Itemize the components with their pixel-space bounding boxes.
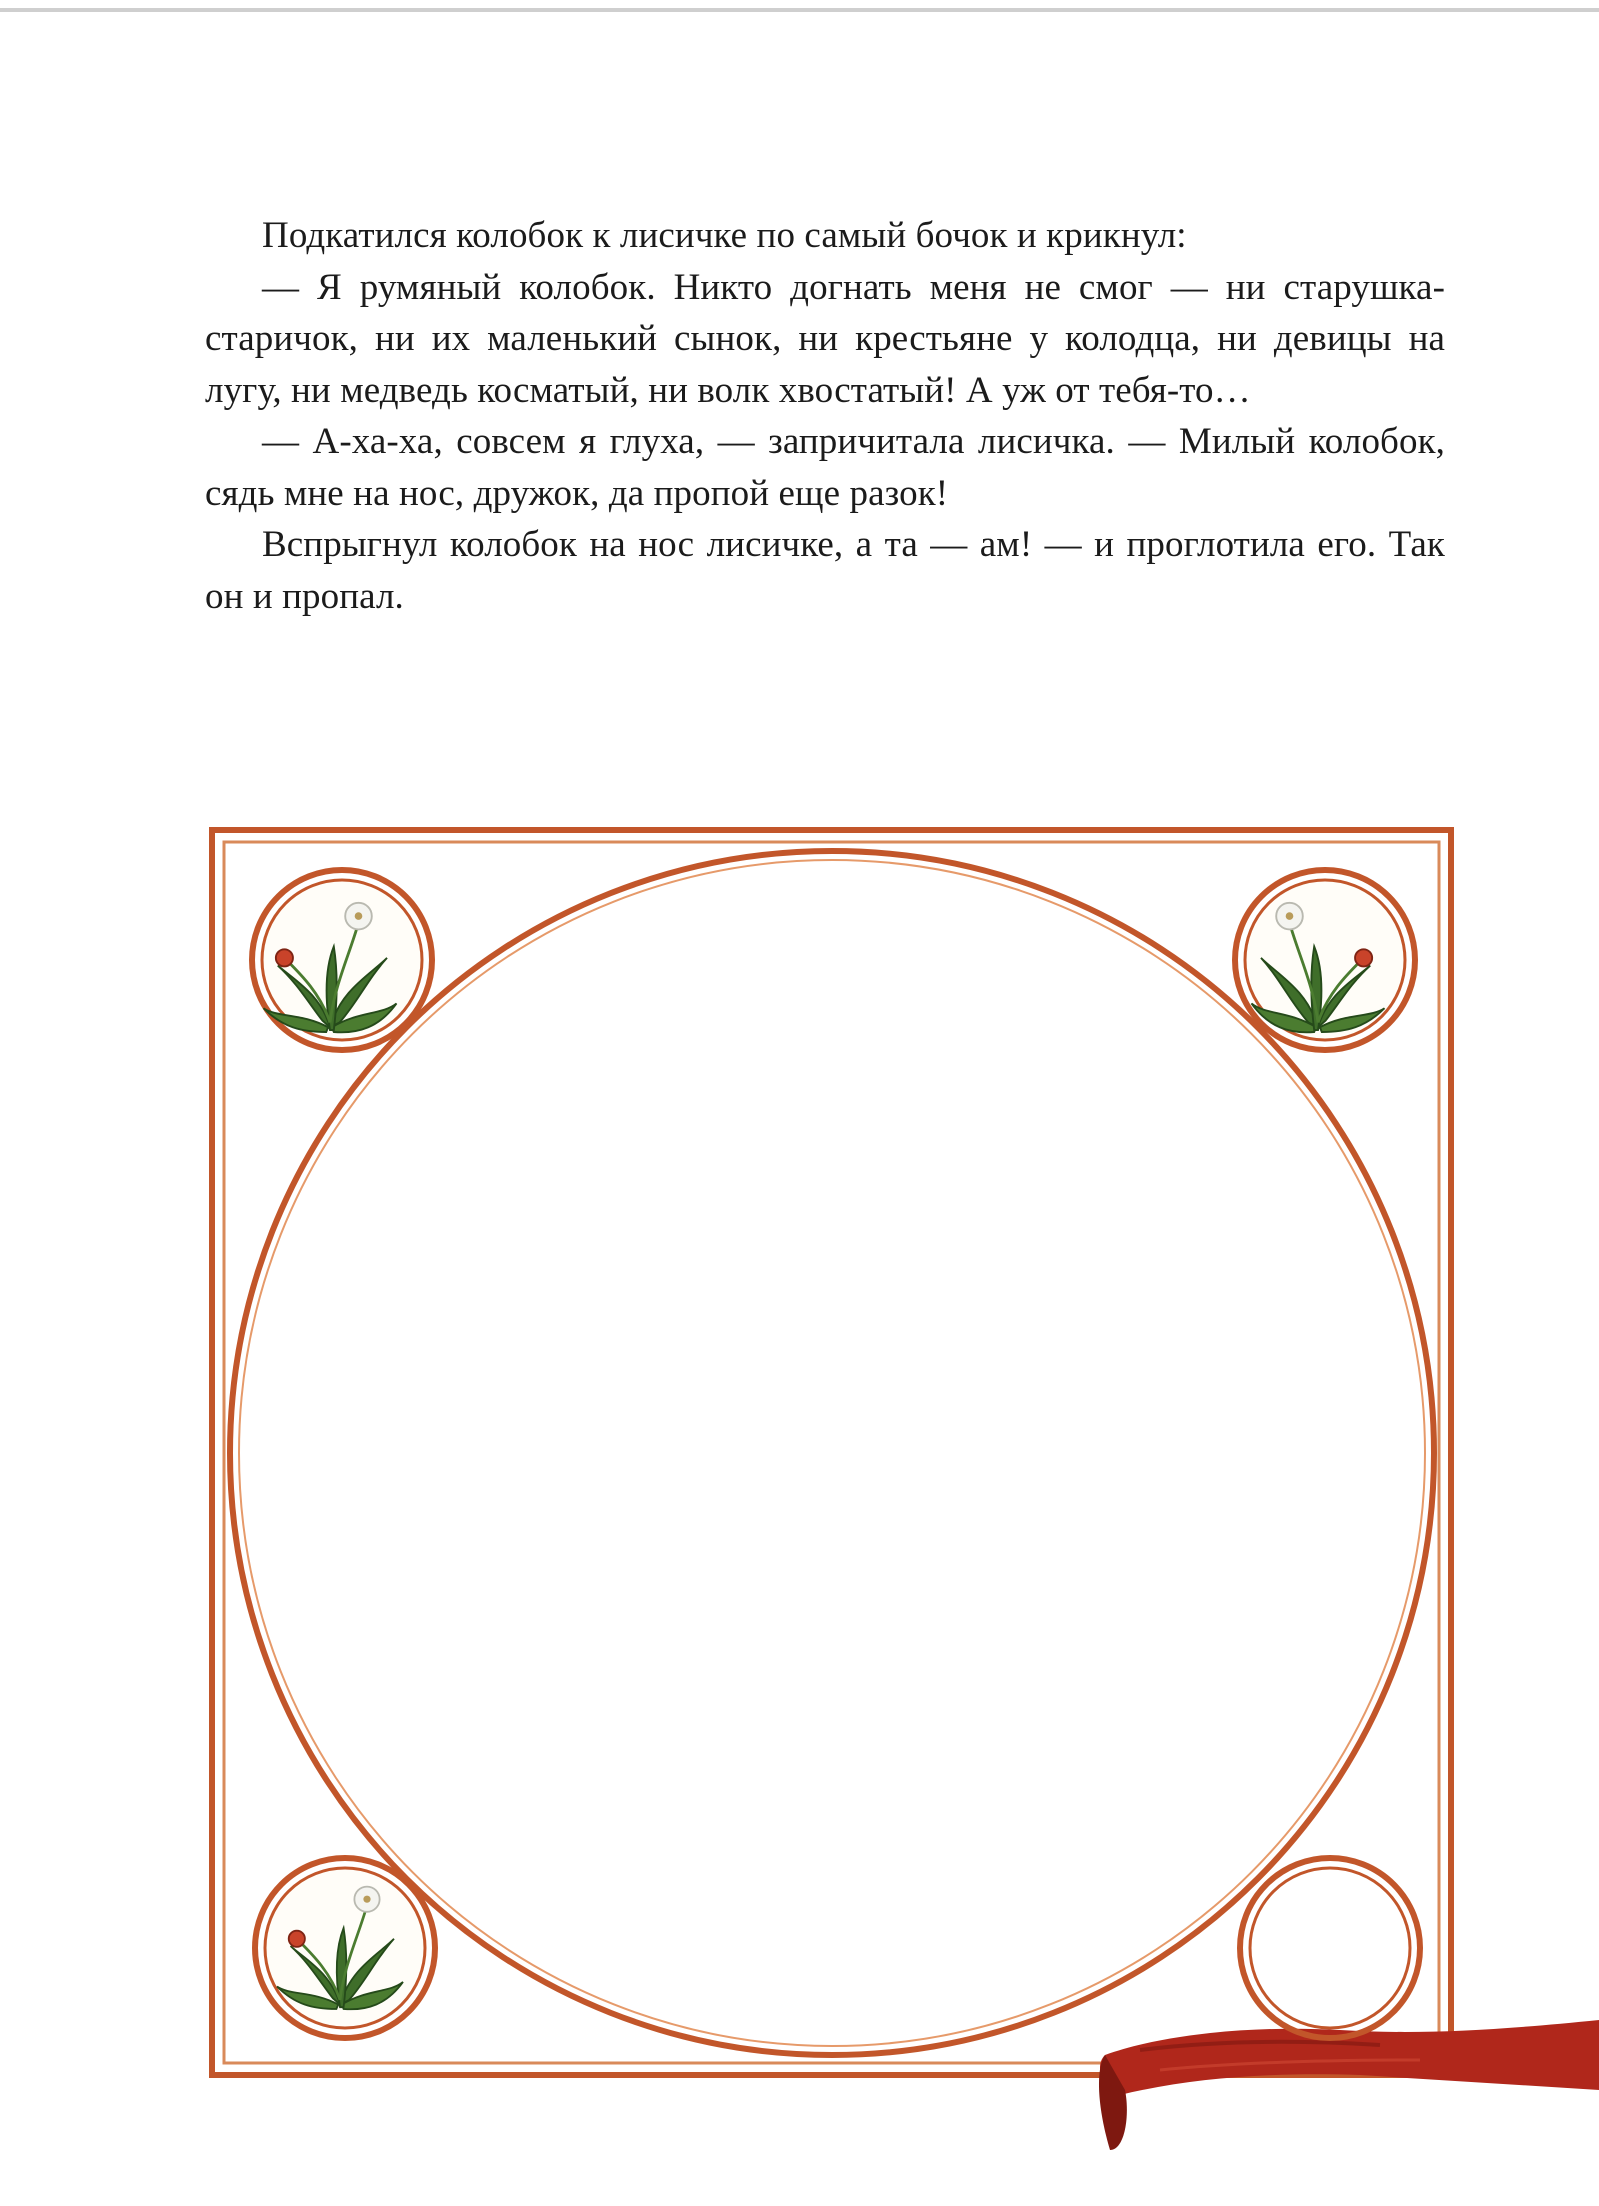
red-ribbon xyxy=(1099,2020,1599,2150)
large-circle xyxy=(230,851,1434,2055)
story-paragraph: Подкатился колобок к лисичке по самый бочок и крикнул: xyxy=(262,215,1187,256)
story-paragraph: — Я румяный колобок. Никто догнать меня не смог — ни старушка-старичок, ни их маленький сынок, ни крестьяне у колодца, ни девицы на лугу, ни медведь косматый, ни волк хвостатый! А уж от тебя-то… xyxy=(205,266,1445,411)
story-paragraph: — А-ха-ха, совсем я глуха, — запричитала лисичка. — Милый колобок, сядь мне на нос, дружок, да пропой еще разок! xyxy=(205,421,1445,514)
corner-circle-bottom-right xyxy=(1240,1858,1420,2038)
story-paragraph: Вспрыгнул колобок на нос лисичке, а та — ам! — и проглотила его. Так он и пропал. xyxy=(205,524,1445,617)
large-circle-inner xyxy=(239,860,1425,2046)
